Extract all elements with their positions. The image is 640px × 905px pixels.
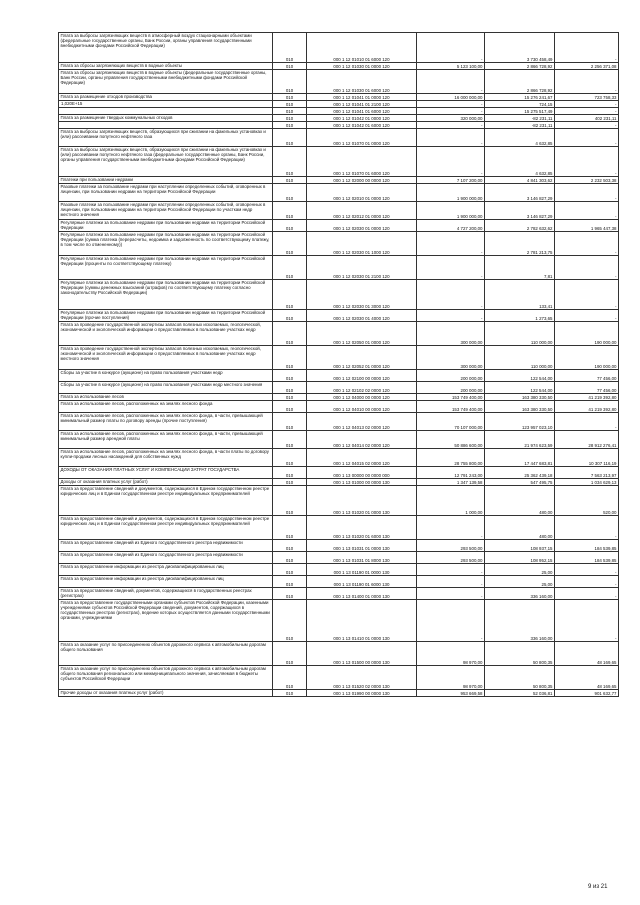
row-name: Плата за предоставление сведений и документов, содержащихся в Едином государственном реестре юридических лиц и в Едином государственном реестре индивидуальных предпринимателей bbox=[59, 516, 273, 540]
row-name: 1,020Е+15 bbox=[59, 101, 273, 108]
row-approved-amount: 16 000 000,00 bbox=[417, 94, 485, 101]
row-name: Плата за выбросы загрязняющих веществ в атмосферный воздух стационарными объектами (федеральные государственные органы, Банк России, органы управления государственными внебюджетными фондами Российской Федерации) bbox=[59, 33, 273, 63]
row-unexecuted-amount: - bbox=[555, 147, 619, 177]
row-budget-code: 000 1 12 02052 01 0000 120 bbox=[307, 346, 417, 370]
row-approved-amount: 12 791 243,00 bbox=[417, 467, 485, 479]
row-name: Плата за использование лесов bbox=[59, 394, 273, 401]
row-line-code: 010 bbox=[273, 588, 307, 600]
table-row bbox=[59, 310, 619, 322]
row-executed-amount: 2 782 632,62 bbox=[485, 220, 555, 232]
table-row bbox=[59, 401, 619, 413]
row-line-code: 010 bbox=[273, 122, 307, 129]
row-approved-amount: - bbox=[417, 564, 485, 576]
row-name: Сборы за участие в конкурсе (аукционе) на право пользования участками недр bbox=[59, 370, 273, 382]
table-row bbox=[59, 184, 619, 202]
row-approved-amount: - bbox=[417, 108, 485, 115]
table-row bbox=[59, 122, 619, 129]
row-executed-amount: 110 000,00 bbox=[485, 322, 555, 346]
row-approved-amount: - bbox=[417, 70, 485, 94]
row-budget-code: 000 1 13 01400 01 0000 130 bbox=[307, 588, 417, 600]
row-approved-amount: - bbox=[417, 280, 485, 310]
row-executed-amount: 4 632,85 bbox=[485, 129, 555, 147]
row-line-code: 010 bbox=[273, 413, 307, 431]
row-unexecuted-amount: - bbox=[555, 576, 619, 588]
row-unexecuted-amount: 520,00 bbox=[555, 486, 619, 516]
row-budget-code: 000 1 12 02010 01 0000 120 bbox=[307, 184, 417, 202]
row-budget-code: 000 1 12 04014 02 0000 120 bbox=[307, 431, 417, 449]
row-approved-amount: - bbox=[417, 600, 485, 642]
row-approved-amount: - bbox=[417, 33, 485, 63]
row-unexecuted-amount: - bbox=[555, 310, 619, 322]
row-name: Регулярные платежи за пользование недрами при пользовании недрами на территории Российской Федерации bbox=[59, 220, 273, 232]
row-unexecuted-amount: - bbox=[555, 588, 619, 600]
row-executed-amount: 15 276 241,67 bbox=[485, 94, 555, 101]
row-approved-amount: 70 107 000,00 bbox=[417, 413, 485, 431]
row-budget-code: 000 1 13 01031 01 8000 130 bbox=[307, 552, 417, 564]
row-line-code: 010 bbox=[273, 202, 307, 220]
row-line-code: 010 bbox=[273, 431, 307, 449]
row-line-code: 010 bbox=[273, 94, 307, 101]
table-row bbox=[59, 431, 619, 449]
table-row bbox=[59, 108, 619, 115]
row-unexecuted-amount: - bbox=[555, 280, 619, 310]
row-unexecuted-amount: 184 539,85 bbox=[555, 552, 619, 564]
table-row bbox=[59, 467, 619, 479]
row-approved-amount: - bbox=[417, 122, 485, 129]
row-name: Платежи при пользовании недрами bbox=[59, 177, 273, 184]
row-executed-amount: 2 781 213,75 bbox=[485, 232, 555, 256]
row-line-code: 010 bbox=[273, 382, 307, 394]
row-approved-amount: - bbox=[417, 101, 485, 108]
row-unexecuted-amount: 28 912 276,41 bbox=[555, 431, 619, 449]
row-name: Плата за предоставление информации из реестра дисквалифицированных лиц bbox=[59, 576, 273, 588]
row-executed-amount: 547 495,75 bbox=[485, 479, 555, 486]
row-line-code: 010 bbox=[273, 401, 307, 413]
row-executed-amount: 15 275 517,49 bbox=[485, 108, 555, 115]
row-line-code: 010 bbox=[273, 346, 307, 370]
row-executed-amount: 336 160,00 bbox=[485, 600, 555, 642]
row-unexecuted-amount: 77 456,00 bbox=[555, 382, 619, 394]
row-line-code: 010 bbox=[273, 642, 307, 666]
row-executed-amount: 163 380 330,50 bbox=[485, 401, 555, 413]
row-budget-code: 000 1 12 01070 01 6000 120 bbox=[307, 147, 417, 177]
row-line-code: 010 bbox=[273, 33, 307, 63]
row-name: Плата за использование лесов, расположенных на землях лесного фонда, в части платы по договору купли-продажи лесных насаждений для собственных нужд bbox=[59, 449, 273, 467]
page-number: 9 из 21 bbox=[588, 884, 608, 890]
table-row bbox=[59, 115, 619, 122]
row-budget-code: 000 1 12 02102 02 0000 120 bbox=[307, 382, 417, 394]
row-unexecuted-amount: 41 219 392,80 bbox=[555, 401, 619, 413]
row-name: Плата за выбросы загрязняющих веществ, образующихся при сжигании на факельных установках и (или) рассеивании попутного нефтяного газа (федеральные государственные органы, Банк России, органы управления государственными внебюджетными фондами Российской Федерации) bbox=[59, 147, 273, 177]
row-line-code: 010 bbox=[273, 467, 307, 479]
row-approved-amount: 1 900 000,00 bbox=[417, 202, 485, 220]
row-approved-amount: 50 886 600,00 bbox=[417, 431, 485, 449]
row-line-code: 010 bbox=[273, 129, 307, 147]
row-executed-amount: 724,15 bbox=[485, 101, 555, 108]
table-row bbox=[59, 394, 619, 401]
row-unexecuted-amount: 48 169,65 bbox=[555, 666, 619, 690]
row-approved-amount: - bbox=[417, 310, 485, 322]
row-budget-code: 000 1 12 04010 00 0000 120 bbox=[307, 401, 417, 413]
row-approved-amount: 7 107 200,00 bbox=[417, 177, 485, 184]
row-name: Плата за использование лесов, расположенных на землях лесного фонда bbox=[59, 401, 273, 413]
row-unexecuted-amount: - bbox=[555, 129, 619, 147]
row-approved-amount: - bbox=[417, 588, 485, 600]
row-approved-amount: 98 970,00 bbox=[417, 666, 485, 690]
row-unexecuted-amount: - bbox=[555, 184, 619, 202]
table-row bbox=[59, 370, 619, 382]
row-budget-code: 000 1 12 02000 00 0000 120 bbox=[307, 177, 417, 184]
table-row bbox=[59, 63, 619, 70]
row-budget-code: 000 1 12 02030 01 4000 120 bbox=[307, 310, 417, 322]
row-unexecuted-amount: 184 539,85 bbox=[555, 540, 619, 552]
row-budget-code: 000 1 12 02030 01 1000 120 bbox=[307, 232, 417, 256]
row-approved-amount: 1 900 000,00 bbox=[417, 184, 485, 202]
row-line-code: 010 bbox=[273, 256, 307, 280]
row-line-code: 010 bbox=[273, 310, 307, 322]
row-budget-code: 000 1 12 04000 00 0000 120 bbox=[307, 394, 417, 401]
row-line-code: 010 bbox=[273, 184, 307, 202]
row-executed-amount: 3 146 827,29 bbox=[485, 184, 555, 202]
row-unexecuted-amount: 402 231,11 bbox=[555, 115, 619, 122]
table-row bbox=[59, 94, 619, 101]
row-executed-amount: 108 952,15 bbox=[485, 552, 555, 564]
row-executed-amount: -82 231,11 bbox=[485, 115, 555, 122]
row-name: Плата за предоставление сведений из Единого государственного реестра недвижимости bbox=[59, 552, 273, 564]
table-row bbox=[59, 70, 619, 94]
row-name: Прочие доходы от оказания платных услуг (работ) bbox=[59, 690, 273, 697]
row-name: Плата за проведение государственной экспертизы запасов полезных ископаемых, геологической, экономической и экологической информации о предоставляемых в пользование участках недр bbox=[59, 322, 273, 346]
row-unexecuted-amount: - bbox=[555, 108, 619, 115]
row-unexecuted-amount: 10 307 116,19 bbox=[555, 449, 619, 467]
row-approved-amount: 293 500,00 bbox=[417, 540, 485, 552]
row-name: Плата за выбросы загрязняющих веществ, образующихся при сжигании на факельных установках и (или) рассеивании попутного нефтяного газа bbox=[59, 129, 273, 147]
row-approved-amount: 5 123 100,00 bbox=[417, 63, 485, 70]
table-row bbox=[59, 232, 619, 256]
row-name: Плата за размещение отходов производства bbox=[59, 94, 273, 101]
row-executed-amount: 2 866 728,92 bbox=[485, 70, 555, 94]
row-budget-code: 000 1 13 01990 00 0000 130 bbox=[307, 690, 417, 697]
row-budget-code: 000 1 12 01041 01 2100 120 bbox=[307, 101, 417, 108]
row-approved-amount: - bbox=[417, 256, 485, 280]
row-budget-code: 000 1 12 01010 01 6000 120 bbox=[307, 33, 417, 63]
row-approved-amount: 98 970,00 bbox=[417, 642, 485, 666]
row-line-code: 010 bbox=[273, 370, 307, 382]
row-budget-code: 000 1 12 01030 01 0000 120 bbox=[307, 63, 417, 70]
row-unexecuted-amount: 2 256 371,08 bbox=[555, 63, 619, 70]
row-budget-code: 000 1 13 01000 00 0000 130 bbox=[307, 479, 417, 486]
row-name: Разовые платежи за пользование недрами при наступлении определенных событий, оговоренных в лицензии, при пользовании недрами на территории Российской Федерации по участкам недр местного значения bbox=[59, 202, 273, 220]
row-line-code: 010 bbox=[273, 147, 307, 177]
table-row bbox=[59, 129, 619, 147]
row-line-code: 010 bbox=[273, 576, 307, 588]
row-executed-amount: -82 231,11 bbox=[485, 122, 555, 129]
table-row bbox=[59, 220, 619, 232]
row-name: Плата за сбросы загрязняющих веществ в водные объекты bbox=[59, 63, 273, 70]
row-name bbox=[59, 122, 273, 129]
table-row bbox=[59, 600, 619, 642]
row-budget-code: 000 1 13 00000 00 0000 000 bbox=[307, 467, 417, 479]
row-line-code: 010 bbox=[273, 516, 307, 540]
table-row bbox=[59, 177, 619, 184]
row-executed-amount: 110 000,00 bbox=[485, 346, 555, 370]
row-budget-code: 000 1 13 01031 01 0000 130 bbox=[307, 540, 417, 552]
table-row bbox=[59, 642, 619, 666]
row-budget-code: 000 1 12 02030 01 3000 120 bbox=[307, 280, 417, 310]
row-line-code: 010 bbox=[273, 63, 307, 70]
row-line-code: 010 bbox=[273, 280, 307, 310]
row-line-code: 010 bbox=[273, 564, 307, 576]
row-approved-amount: 1 000,00 bbox=[417, 486, 485, 516]
row-executed-amount: 4 841 303,62 bbox=[485, 177, 555, 184]
row-budget-code: 000 1 13 01500 00 0000 130 bbox=[307, 642, 417, 666]
row-unexecuted-amount: 77 456,00 bbox=[555, 370, 619, 382]
row-executed-amount: 50 800,35 bbox=[485, 642, 555, 666]
row-name: Регулярные платежи за пользование недрами при пользовании недрами на территории Российской Федерации (суммы денежных взысканий (штрафов) по соответствующему платежу согласно законодательству Российской Федерации) bbox=[59, 280, 273, 310]
row-name: Сборы за участие в конкурсе (аукционе) на право пользования участками недр местного значения bbox=[59, 382, 273, 394]
row-budget-code: 000 1 12 02100 00 0000 120 bbox=[307, 370, 417, 382]
row-line-code: 010 bbox=[273, 232, 307, 256]
row-budget-code: 000 1 12 01041 01 6000 120 bbox=[307, 108, 417, 115]
row-name: Плата за использование лесов, расположенных на землях лесного фонда, в части, превышающей минимальный размер платы по договору аренды (прочие поступления) bbox=[59, 413, 273, 431]
row-approved-amount: 153 749 400,00 bbox=[417, 401, 485, 413]
row-budget-code: 000 1 12 02012 01 0000 120 bbox=[307, 202, 417, 220]
row-line-code: 010 bbox=[273, 394, 307, 401]
row-executed-amount: 25,00 bbox=[485, 576, 555, 588]
table-body bbox=[59, 33, 619, 697]
row-executed-amount: 1 273,65 bbox=[485, 310, 555, 322]
row-executed-amount: 123 957 023,10 bbox=[485, 413, 555, 431]
table-row bbox=[59, 540, 619, 552]
row-budget-code: 000 1 12 02030 01 0000 120 bbox=[307, 220, 417, 232]
row-unexecuted-amount: - bbox=[555, 564, 619, 576]
row-name: Регулярные платежи за пользование недрами при пользовании недрами на территории Российской Федерации (сумма платежа (перерасчеты, недоимка и задолженность по соответствующему платежу, в том числе по отмененному)) bbox=[59, 232, 273, 256]
table-row bbox=[59, 280, 619, 310]
row-budget-code: 000 1 13 01520 02 0000 130 bbox=[307, 666, 417, 690]
table-row bbox=[59, 449, 619, 467]
row-approved-amount: 300 000,00 bbox=[417, 322, 485, 346]
row-name: Плата за предоставление информации из реестра дисквалифицированных лиц bbox=[59, 564, 273, 576]
row-executed-amount: 50 800,35 bbox=[485, 666, 555, 690]
table-row bbox=[59, 666, 619, 690]
row-line-code: 010 bbox=[273, 70, 307, 94]
row-approved-amount: 153 749 400,00 bbox=[417, 394, 485, 401]
table-row bbox=[59, 690, 619, 697]
row-budget-code: 000 1 12 01030 01 6000 120 bbox=[307, 70, 417, 94]
row-budget-code: 000 1 12 02050 01 0000 120 bbox=[307, 322, 417, 346]
row-approved-amount: - bbox=[417, 516, 485, 540]
table-row bbox=[59, 256, 619, 280]
row-line-code: 010 bbox=[273, 177, 307, 184]
row-unexecuted-amount: 901 632,77 bbox=[555, 690, 619, 697]
row-approved-amount: - bbox=[417, 129, 485, 147]
row-approved-amount: - bbox=[417, 576, 485, 588]
row-name: Плата за использование лесов, расположенных на землях лесного фонда, в части, превышающей минимальный размер арендной платы bbox=[59, 431, 273, 449]
row-executed-amount: 17 447 683,81 bbox=[485, 449, 555, 467]
row-executed-amount: 21 974 623,59 bbox=[485, 431, 555, 449]
row-name: Доходы от оказания платных услуг (работ) bbox=[59, 479, 273, 486]
row-approved-amount: 1 347 139,58 bbox=[417, 479, 485, 486]
row-executed-amount: 3 730 458,49 bbox=[485, 33, 555, 63]
table-row bbox=[59, 346, 619, 370]
table-row bbox=[59, 101, 619, 108]
row-name: Плата за сбросы загрязняющих веществ в водные объекты (федеральные государственные органы, Банк России, органы управления государственными внебюджетными фондами Российской Федерации) bbox=[59, 70, 273, 94]
row-budget-code: 000 1 13 01190 01 0000 130 bbox=[307, 564, 417, 576]
row-budget-code: 000 1 13 01020 01 6000 130 bbox=[307, 516, 417, 540]
row-unexecuted-amount: 7 563 213,97 bbox=[555, 467, 619, 479]
row-unexecuted-amount: - bbox=[555, 122, 619, 129]
row-unexecuted-amount: - bbox=[555, 232, 619, 256]
row-unexecuted-amount: 1 034 629,13 bbox=[555, 479, 619, 486]
row-approved-amount: 200 000,00 bbox=[417, 370, 485, 382]
row-line-code: 010 bbox=[273, 540, 307, 552]
row-unexecuted-amount: - bbox=[555, 256, 619, 280]
row-executed-amount: 25 362 439,18 bbox=[485, 467, 555, 479]
row-unexecuted-amount: - bbox=[555, 413, 619, 431]
row-line-code: 010 bbox=[273, 108, 307, 115]
table-row bbox=[59, 516, 619, 540]
row-name: Плата за предоставление сведений из Единого государственного реестра недвижимости bbox=[59, 540, 273, 552]
row-executed-amount: 52 036,81 bbox=[485, 690, 555, 697]
row-budget-code: 000 1 12 02030 01 2100 120 bbox=[307, 256, 417, 280]
row-line-code: 010 bbox=[273, 690, 307, 697]
row-budget-code: 000 1 12 04013 02 0000 120 bbox=[307, 413, 417, 431]
row-budget-code: 000 1 12 01041 01 0000 120 bbox=[307, 94, 417, 101]
row-approved-amount: 953 669,58 bbox=[417, 690, 485, 697]
table-row bbox=[59, 564, 619, 576]
table-row bbox=[59, 486, 619, 516]
row-unexecuted-amount: - bbox=[555, 600, 619, 642]
table-row bbox=[59, 576, 619, 588]
row-approved-amount: - bbox=[417, 232, 485, 256]
table-row bbox=[59, 33, 619, 63]
row-approved-amount: 200 000,00 bbox=[417, 382, 485, 394]
row-line-code: 010 bbox=[273, 486, 307, 516]
row-name: Плата за предоставление государственными органами субъектов Российской Федерации, казенными учреждениями субъектов Российской Федерации сведений, документов, содержащихся в государственных реестрах (регистрах), ведение которых осуществляется данными государственными органами, учреждениями bbox=[59, 600, 273, 642]
row-executed-amount: 122 544,00 bbox=[485, 370, 555, 382]
row-name: Регулярные платежи за пользование недрами при пользовании недрами на территории Российской Федерации (прочие поступления) bbox=[59, 310, 273, 322]
row-budget-code: 000 1 13 01020 01 0000 130 bbox=[307, 486, 417, 516]
row-unexecuted-amount: 190 000,00 bbox=[555, 346, 619, 370]
row-name: Плата за предоставление сведений и документов, содержащихся в Едином государственном реестре юридических лиц и в Едином государственном реестре индивидуальных предпринимателей bbox=[59, 486, 273, 516]
row-executed-amount: 336 160,00 bbox=[485, 588, 555, 600]
row-name: Плата за предоставление сведений, документов, содержащихся в государственных реестрах (регистрах) bbox=[59, 588, 273, 600]
row-approved-amount: 300 000,00 bbox=[417, 346, 485, 370]
table-row bbox=[59, 552, 619, 564]
row-name: Плата за оказание услуг по присоединению объектов дорожного сервиса к автомобильным дорогам общего пользования регионального или межмуниципального значения, зачисляемая в бюджеты субъектов Российской Федерации bbox=[59, 666, 273, 690]
row-approved-amount: 4 727 200,00 bbox=[417, 220, 485, 232]
row-line-code: 010 bbox=[273, 101, 307, 108]
row-executed-amount: 480,00 bbox=[485, 516, 555, 540]
row-executed-amount: 3 146 827,29 bbox=[485, 202, 555, 220]
row-name: Разовые платежи за пользование недрами при наступлении определенных событий, оговоренных в лицензии, при пользовании недрами на территории Российской Федерации bbox=[59, 184, 273, 202]
row-name: Плата за проведение государственной экспертизы запасов полезных ископаемых, геологической, экономической и экологической информации о предоставляемых в пользование участках недр местного значения bbox=[59, 346, 273, 370]
row-executed-amount: 108 937,15 bbox=[485, 540, 555, 552]
row-budget-code: 000 1 12 04015 02 0000 120 bbox=[307, 449, 417, 467]
row-approved-amount: 320 000,00 bbox=[417, 115, 485, 122]
row-unexecuted-amount: 190 000,00 bbox=[555, 322, 619, 346]
row-approved-amount: - bbox=[417, 147, 485, 177]
row-unexecuted-amount: 723 758,33 bbox=[555, 94, 619, 101]
row-name: Регулярные платежи за пользование недрами при пользовании недрами на территории Российской Федерации (проценты по соответствующему платежу) bbox=[59, 256, 273, 280]
row-unexecuted-amount: - bbox=[555, 101, 619, 108]
row-unexecuted-amount: - bbox=[555, 33, 619, 63]
row-budget-code: 000 1 12 01042 01 6000 120 bbox=[307, 122, 417, 129]
row-approved-amount: 28 755 800,00 bbox=[417, 449, 485, 467]
row-budget-code: 000 1 12 01070 01 0000 120 bbox=[307, 129, 417, 147]
row-executed-amount: 25,00 bbox=[485, 564, 555, 576]
row-name: Плата за размещение твердых коммунальных отходов bbox=[59, 115, 273, 122]
row-executed-amount: 122 544,00 bbox=[485, 382, 555, 394]
row-name: Плата за оказание услуг по присоединению объектов дорожного сервиса к автомобильным дорогам общего пользования bbox=[59, 642, 273, 666]
row-budget-code: 000 1 12 01042 01 0000 120 bbox=[307, 115, 417, 122]
row-approved-amount: 293 500,00 bbox=[417, 552, 485, 564]
row-line-code: 010 bbox=[273, 600, 307, 642]
row-unexecuted-amount: 1 965 447,38 bbox=[555, 220, 619, 232]
row-unexecuted-amount: - bbox=[555, 70, 619, 94]
row-line-code: 010 bbox=[273, 449, 307, 467]
table-row bbox=[59, 413, 619, 431]
row-line-code: 010 bbox=[273, 666, 307, 690]
row-unexecuted-amount: 2 232 503,38 bbox=[555, 177, 619, 184]
table-row bbox=[59, 322, 619, 346]
row-line-code: 010 bbox=[273, 552, 307, 564]
row-name bbox=[59, 108, 273, 115]
row-line-code: 010 bbox=[273, 479, 307, 486]
row-unexecuted-amount: - bbox=[555, 516, 619, 540]
row-budget-code: 000 1 13 01190 01 6000 130 bbox=[307, 576, 417, 588]
row-name: ДОХОДЫ ОТ ОКАЗАНИЯ ПЛАТНЫХ УСЛУГ И КОМПЕНСАЦИИ ЗАТРАТ ГОСУДАРСТВА bbox=[59, 467, 273, 479]
row-unexecuted-amount: 41 219 392,80 bbox=[555, 394, 619, 401]
row-unexecuted-amount: 48 169,65 bbox=[555, 642, 619, 666]
row-executed-amount: 163 380 330,50 bbox=[485, 394, 555, 401]
table-row bbox=[59, 382, 619, 394]
row-line-code: 010 bbox=[273, 115, 307, 122]
row-executed-amount: 480,00 bbox=[485, 486, 555, 516]
table-row bbox=[59, 202, 619, 220]
row-executed-amount: 2 866 728,92 bbox=[485, 63, 555, 70]
table-row bbox=[59, 479, 619, 486]
row-line-code: 010 bbox=[273, 322, 307, 346]
budget-execution-table bbox=[58, 32, 619, 697]
table-row bbox=[59, 588, 619, 600]
row-unexecuted-amount: - bbox=[555, 202, 619, 220]
row-executed-amount: 4 632,85 bbox=[485, 147, 555, 177]
table-row bbox=[59, 147, 619, 177]
row-line-code: 010 bbox=[273, 220, 307, 232]
row-executed-amount: 7,81 bbox=[485, 256, 555, 280]
row-budget-code: 000 1 13 01410 01 0000 130 bbox=[307, 600, 417, 642]
row-executed-amount: 133,41 bbox=[485, 280, 555, 310]
